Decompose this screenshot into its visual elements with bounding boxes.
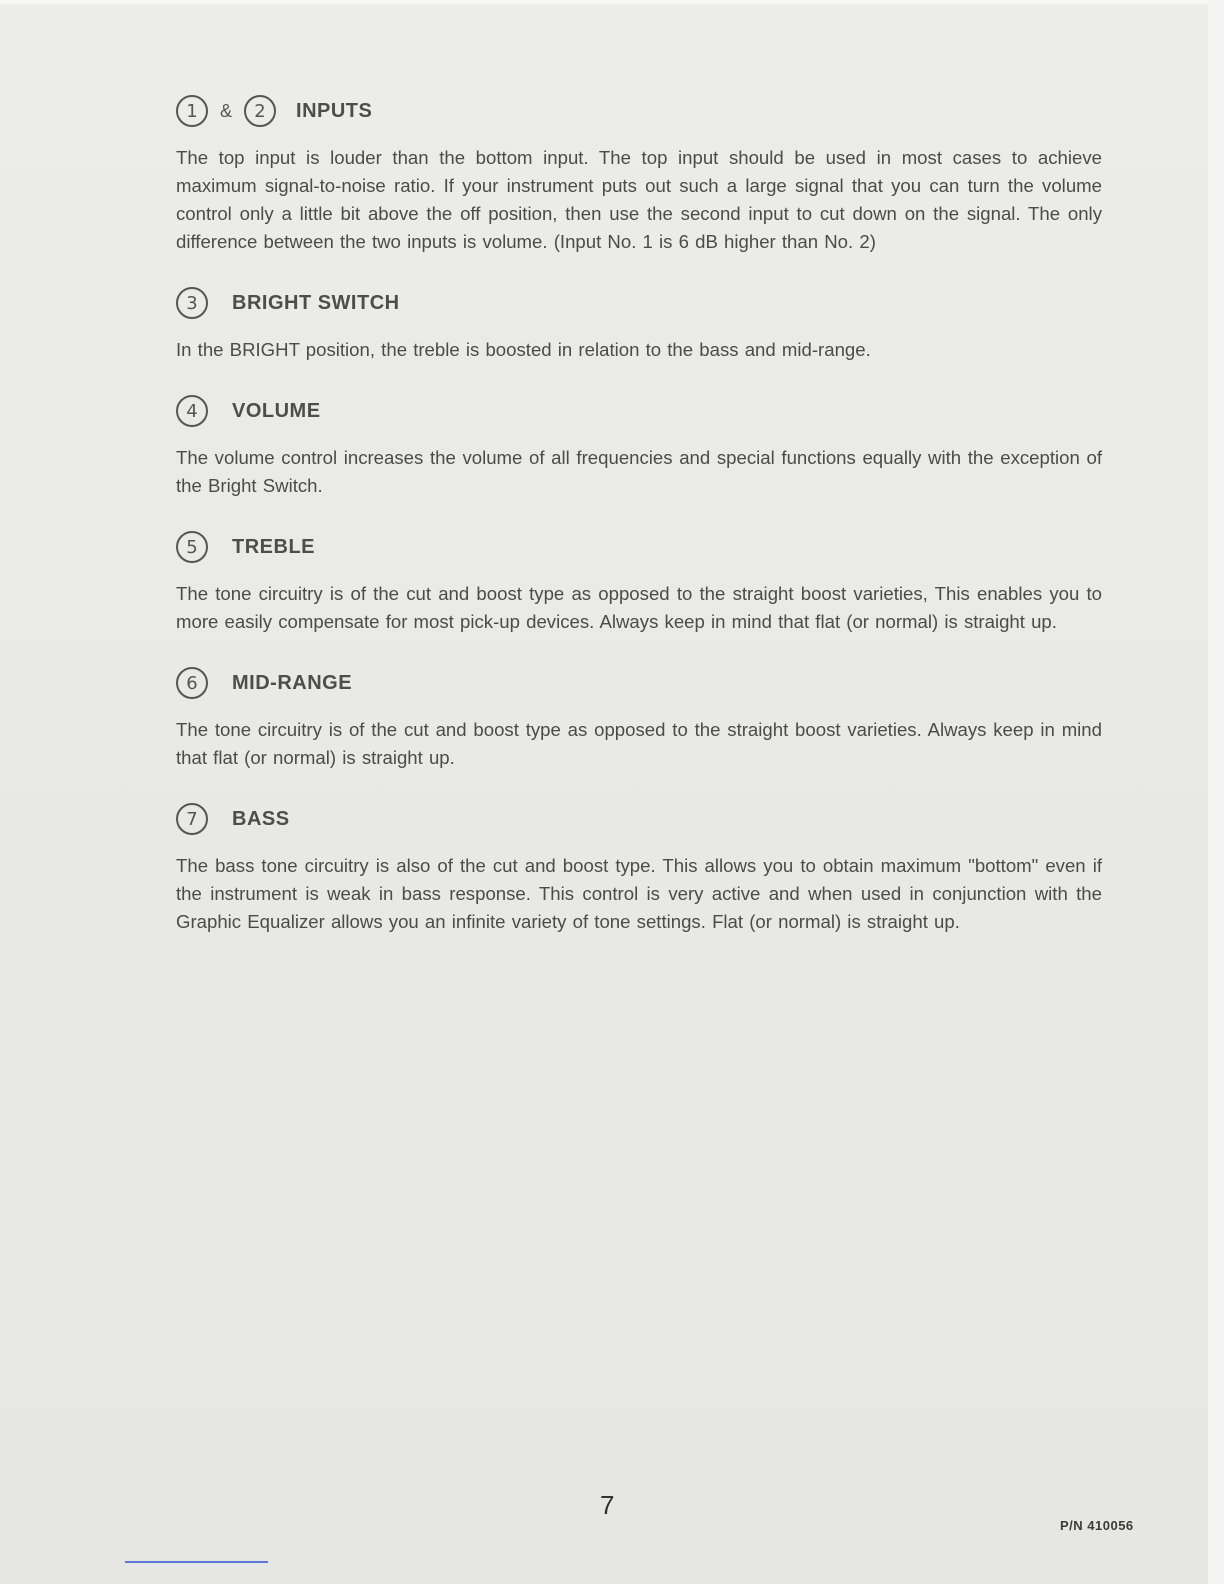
page-number: 7 xyxy=(600,1490,615,1520)
section-text-mid-range: The tone circuitry is of the cut and boost type as opposed to the straight boost varieties. Always keep in mind that flat (or normal) is straight up. xyxy=(176,719,1102,768)
circled-number-6: 6 xyxy=(176,667,208,699)
page-right-edge xyxy=(1208,0,1224,1584)
section-treble xyxy=(176,524,1102,636)
section-bright-switch xyxy=(176,280,1102,364)
section-text-volume: The volume control increases the volume of all frequencies and special functions equally with the exception of the Bright Switch. xyxy=(176,447,1102,496)
page-top-edge xyxy=(0,0,1224,4)
section-title-treble: TREBLE xyxy=(232,535,315,558)
section-title-bright-switch: BRIGHT SWITCH xyxy=(232,291,400,314)
section-volume xyxy=(176,388,1102,500)
ampersand: & xyxy=(220,100,233,121)
section-title-bass: BASS xyxy=(232,807,290,830)
section-title-mid-range: MID-RANGE xyxy=(232,671,353,694)
circled-number-2: 2 xyxy=(244,95,276,127)
section-heading xyxy=(176,796,1102,842)
section-mid-range xyxy=(176,660,1102,772)
section-title-inputs: INPUTS xyxy=(296,99,373,122)
circled-number-5: 5 xyxy=(176,531,208,563)
section-heading xyxy=(176,88,1102,134)
section-heading xyxy=(176,660,1102,706)
section-text-inputs: The top input is louder than the bottom input. The top input should be used in most cases to achieve maximum signal-to-noise ratio. If your instrument puts out such a large signal that you can turn the volume control only a little bit above the off position, then use the second input to cut down on the signal. The only difference between the two inputs is volume. (Input No. 1 is 6 dB higher than No. 2) xyxy=(176,147,1102,252)
section-heading xyxy=(176,524,1102,570)
circled-number-4: 4 xyxy=(176,395,208,427)
section-heading xyxy=(176,280,1102,326)
section-text-bass: The bass tone circuitry is also of the cut and boost type. This allows you to obtain maximum "bottom" even if the instrument is weak in bass response. This control is very active and when used in conjunction with the Graphic Equalizer allows you an infinite variety of tone settings. Flat (or normal) is straight up. xyxy=(176,855,1102,932)
section-heading xyxy=(176,388,1102,434)
circled-number-3: 3 xyxy=(176,287,208,319)
circled-number-7: 7 xyxy=(176,803,208,835)
circled-number-1: 1 xyxy=(176,95,208,127)
section-title-volume: VOLUME xyxy=(232,399,321,422)
section-inputs xyxy=(176,88,1102,256)
part-number: P/N 410056 xyxy=(1060,1518,1134,1533)
section-text-bright-switch: In the BRIGHT position, the treble is boosted in relation to the bass and mid-range. xyxy=(176,339,871,360)
section-text-treble: The tone circuitry is of the cut and boost type as opposed to the straight boost varieties, This enables you to more easily compensate for most pick-up devices. Always keep in mind that flat (or normal) is straight up. xyxy=(176,583,1102,632)
scan-artifact-line xyxy=(125,1561,268,1563)
main-content xyxy=(176,88,1102,960)
section-bass xyxy=(176,796,1102,936)
